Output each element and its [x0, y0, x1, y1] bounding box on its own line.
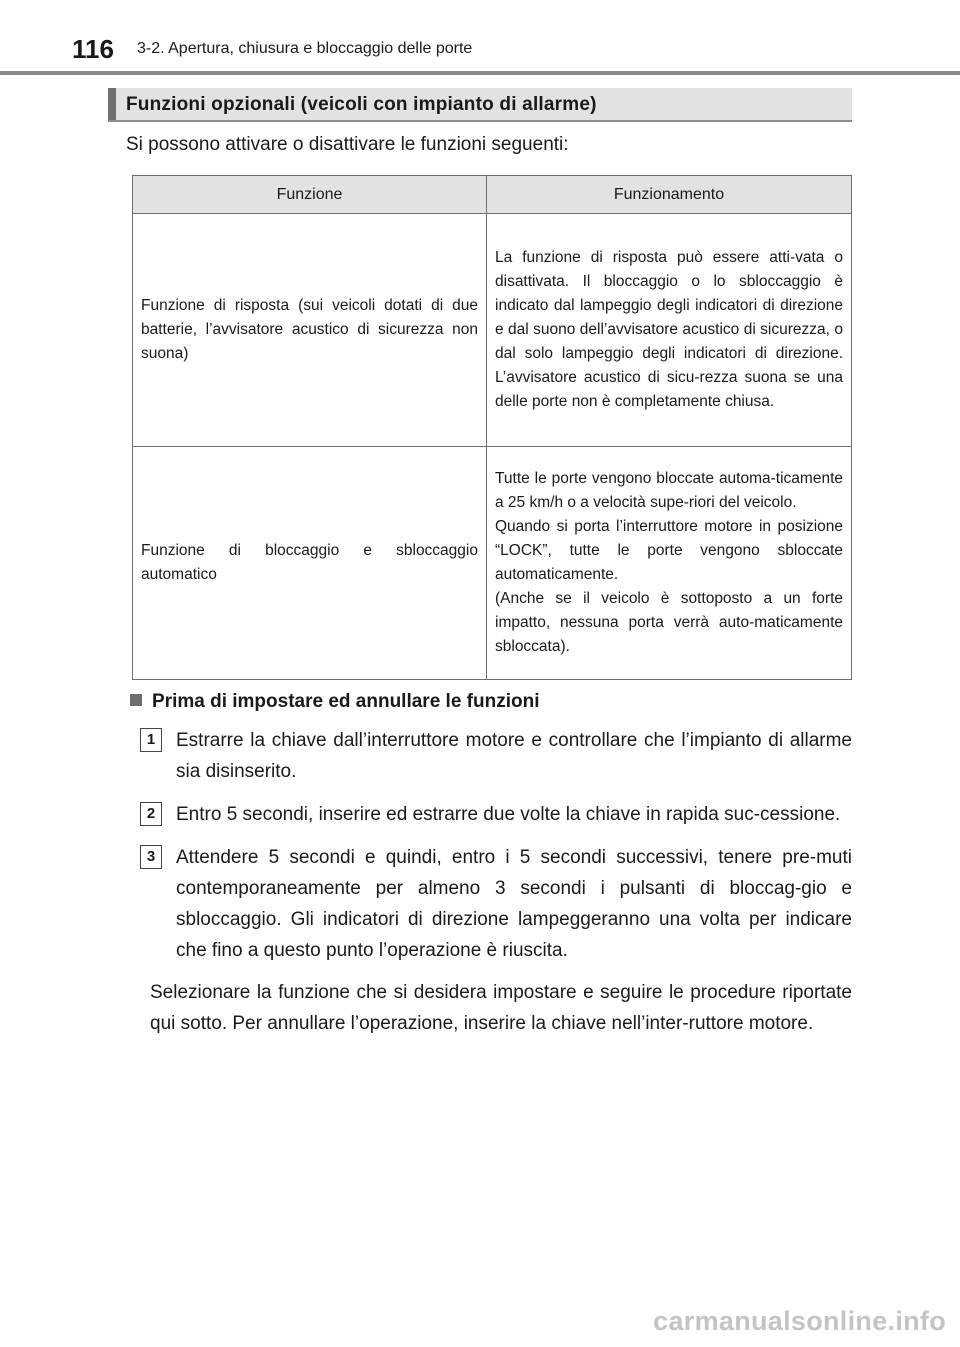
intro-text: Si possono attivare o disattivare le funzioni seguenti:	[126, 134, 569, 155]
step-text: Attendere 5 secondi e quindi, entro i 5 secondi successivi, tenere pre-muti contemporaneamente per almeno 3 secondi i pulsanti di bloccag-gio e sbloccaggio. Gli indicatori di direzione lampeggeranno una volta per indicare che fino a questo punto l’operazione è riuscita.	[176, 847, 852, 961]
step-number-badge: 1	[140, 728, 162, 752]
step-item	[140, 799, 852, 830]
closing-paragraph: Selezionare la funzione che si desidera impostare e seguire le procedure riportate qui sotto. Per annullare l’operazione, inserire la chiave nell’inter-ruttore motore.	[150, 982, 852, 1034]
running-header: 3-2. Apertura, chiusura e bloccaggio delle porte	[137, 40, 473, 57]
page-number: 116	[72, 34, 114, 64]
header-rule	[0, 71, 960, 75]
section-title-accent	[108, 88, 116, 120]
table-header-row	[133, 176, 852, 214]
operation-line: Tutte le porte vengono bloccate automa-ticamente a 25 km/h o a velocità supe-riori del veicolo.	[495, 470, 843, 511]
functions-table	[132, 175, 852, 680]
watermark: carmanualsonline.info	[653, 1306, 946, 1336]
row-operation-cell: La funzione di risposta può essere atti-vata o disattivata. Il bloccaggio o lo sbloccaggio è indicato dal lampeggio degli indicatori di direzione e dal suono dell’avvisatore acustico di sicurezza, o dal solo lampeggio degli indicatori di direzione. L’avvisatore acustico di sicu-rezza suona se una delle porte non è completamente chiusa.	[487, 214, 852, 447]
section-title: Funzioni opzionali (veicoli con impianto di allarme)	[126, 94, 597, 115]
row-function-cell: Funzione di risposta (sui veicoli dotati di due batterie, l’avvisatore acustico di sicurezza non suona)	[133, 214, 487, 447]
table-row	[133, 447, 852, 680]
operation-line: Quando si porta l’interruttore motore in posizione “LOCK”, tutte le porte vengono sbloccate automaticamente.	[495, 518, 843, 583]
step-item	[140, 842, 852, 966]
step-number-badge: 2	[140, 802, 162, 826]
step-text: Entro 5 secondi, inserire ed estrarre due volte la chiave in rapida suc-cessione.	[176, 804, 841, 825]
table-row	[133, 214, 852, 447]
procedure-steps	[140, 725, 852, 978]
header-funzione: Funzione	[133, 176, 487, 214]
header-funzionamento: Funzionamento	[487, 176, 852, 214]
operation-line: (Anche se il veicolo è sottoposto a un forte impatto, nessuna porta verrà auto-maticamente sbloccata).	[495, 590, 843, 655]
row-operation-cell	[487, 447, 852, 680]
section-title-bar	[108, 88, 852, 122]
square-bullet-icon	[130, 694, 142, 706]
row-function-cell: Funzione di bloccaggio e sbloccaggio automatico	[133, 447, 487, 680]
procedure-heading	[130, 691, 539, 713]
step-text: Estrarre la chiave dall’interruttore motore e controllare che l’impianto di allarme sia disinserito.	[176, 730, 852, 782]
procedure-heading-text: Prima di impostare ed annullare le funzioni	[152, 691, 540, 712]
step-item	[140, 725, 852, 787]
step-number-badge: 3	[140, 845, 162, 869]
